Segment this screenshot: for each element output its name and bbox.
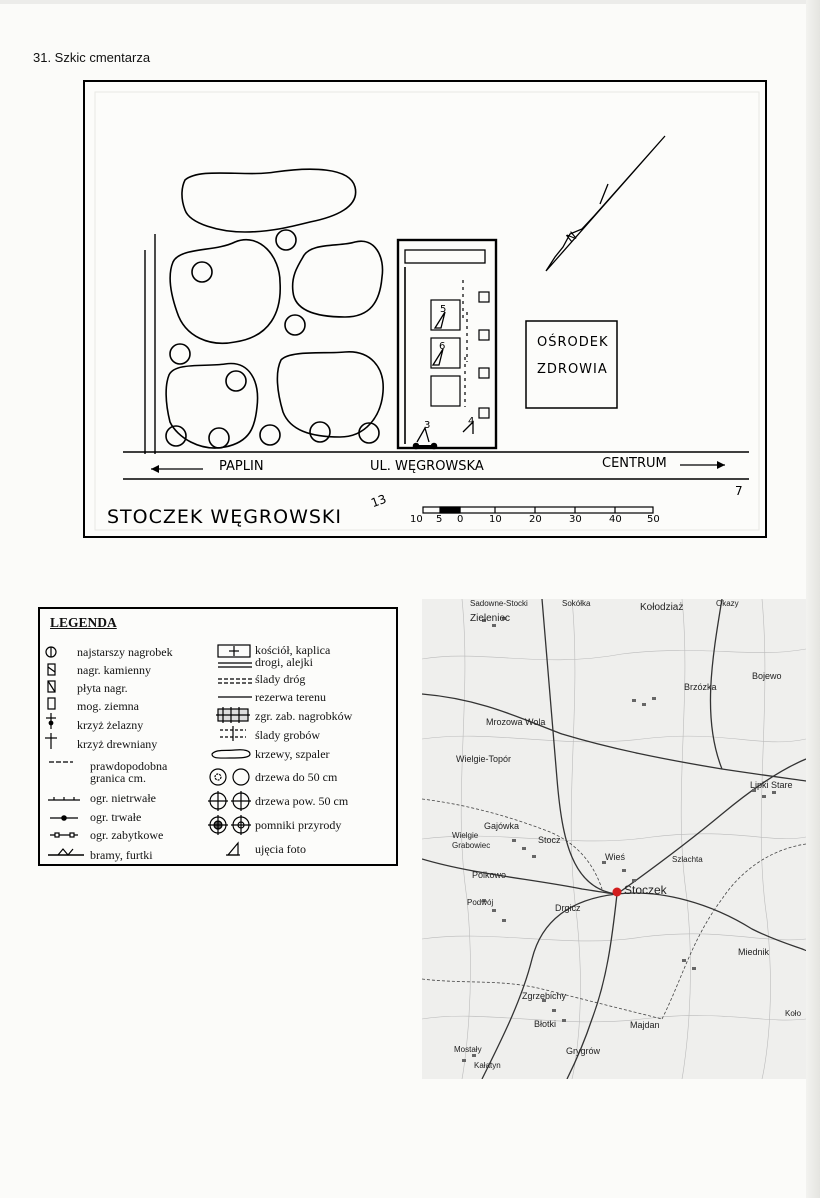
photo-mark-label: 7: [735, 484, 743, 498]
gate-icon: [48, 849, 84, 855]
map-place-label: Brzózka: [684, 682, 717, 692]
direction-left-label: PAPLIN: [219, 459, 264, 474]
map-place-label: Bojewo: [752, 671, 782, 681]
legend-item: drogi, alejki: [255, 655, 313, 669]
oldest-grave-icon: [46, 647, 56, 657]
natural-monument-icon: [208, 815, 251, 835]
map-place-label: Zgrzebichy: [522, 991, 567, 1001]
page-edge-shadow: [806, 0, 820, 1198]
photo-mark-label: 4: [468, 416, 475, 427]
road-traces-icon: [218, 679, 252, 683]
map-place-label: Błotki: [534, 1019, 557, 1029]
iron-cross-icon: [46, 713, 56, 729]
map-place-label: Stocz: [538, 835, 561, 845]
map-place-label: Okazy: [716, 599, 739, 608]
shrub-group-1: [182, 169, 356, 232]
permanent-fence-icon: [50, 816, 78, 820]
shrub-group-3: [293, 241, 383, 317]
historic-fence-icon: [50, 833, 78, 837]
map-place-label: Sadowne-Stocki: [470, 599, 528, 608]
earth-grave-icon: [48, 698, 55, 709]
legend-item: krzewy, szpaler: [255, 747, 330, 761]
map-drawing: [422, 599, 806, 1079]
legend-item: ślady dróg: [255, 672, 306, 686]
scale-tick-label: 50: [647, 514, 660, 525]
legend-item: prawdopodobna: [90, 759, 168, 773]
tree-circles: [166, 230, 379, 448]
map-place-label: Grygrów: [566, 1046, 601, 1056]
legend-item: krzyż żelazny: [77, 718, 144, 732]
map-place-label: Zieleniec: [470, 613, 511, 624]
legend-item: zgr. zab. nagrobków: [255, 709, 353, 723]
street-label: UL. WĘGROWSKA: [370, 459, 484, 474]
legend-title: LEGENDA: [50, 615, 117, 630]
legend-item: rezerwa terenu: [255, 690, 326, 704]
church-outline: [398, 240, 496, 448]
scale-tick-label: 10: [489, 514, 502, 525]
legend-item: mog. ziemna: [77, 699, 139, 713]
map-place-label: Polkowo: [472, 870, 507, 880]
roads-icon: [218, 663, 252, 667]
scale-tick-label: 10: [410, 514, 423, 525]
legend-item: kościół, kaplica: [255, 643, 331, 657]
photo-point-icon: [226, 843, 240, 855]
stone-grave-icon: [48, 664, 55, 675]
scale-tick-label: 0: [457, 514, 464, 525]
map-place-label: Grabowiec: [452, 841, 491, 850]
town-label: STOCZEK WĘGROWSKI: [107, 506, 342, 528]
health-centre-label-1: OŚRODEK: [537, 335, 609, 350]
grave-slab-icon: [48, 681, 55, 692]
legend-item: ślady grobów: [255, 728, 320, 742]
map-place-label: Gajówka: [484, 821, 520, 831]
legend-box: [38, 607, 398, 866]
legend-item: ujęcia foto: [255, 842, 306, 856]
health-centre-label-2: ZDROWIA: [537, 362, 608, 377]
map-place-label: Miednik: [738, 947, 770, 957]
church-icon: [218, 645, 250, 657]
legend-item: bramy, furtki: [90, 848, 153, 862]
map-place-label: Szlachta: [672, 855, 703, 864]
shrub-group-4: [166, 364, 257, 448]
grave-traces-icon: [220, 726, 246, 741]
legend-item: nagr. kamienny: [77, 663, 151, 677]
legend-item: drzewa pow. 50 cm: [255, 794, 349, 808]
legend-item: płyta nagr.: [77, 681, 128, 695]
legend-item: ogr. trwałe: [90, 810, 142, 824]
map-place-label: Mrozowa Wola: [486, 717, 546, 727]
photo-mark-label: 3: [424, 420, 431, 431]
north-arrow-icon: [546, 136, 665, 271]
scale-tick-label: 20: [529, 514, 542, 525]
shrub-group-5: [277, 352, 383, 437]
north-label: N: [563, 228, 580, 246]
legend-item: pomniki przyrody: [255, 818, 342, 832]
map-place-label: Podwój: [467, 898, 494, 907]
direction-right-label: CENTRUM: [602, 456, 667, 471]
map-place-label: Kałatyn: [474, 1061, 501, 1070]
legend-item: najstarszy nagrobek: [77, 645, 173, 659]
location-map: [422, 599, 806, 1079]
small-tree-icon: [210, 769, 249, 785]
map-place-label: Majdan: [630, 1020, 660, 1030]
map-place-label: Mostały: [454, 1045, 482, 1054]
page-heading: 31. Szkic cmentarza: [33, 50, 151, 65]
scale-tick-label: 30: [569, 514, 582, 525]
location-marker-icon: [613, 888, 622, 897]
scale-tick-label: 5: [436, 514, 443, 525]
cemetery-sketch: [83, 80, 767, 538]
scale-tick-label: 40: [609, 514, 622, 525]
legend-item: ogr. nietrwałe: [90, 791, 156, 805]
legend-item: ogr. zabytkowe: [90, 828, 164, 842]
map-place-label: Sokółka: [562, 599, 591, 608]
top-edge: [0, 0, 820, 4]
large-tree-icon: [208, 791, 251, 811]
photo-mark-label: 13: [369, 491, 389, 511]
map-place-label: Kołodziaż: [640, 602, 684, 613]
map-place-label: Drgicz: [555, 903, 581, 913]
map-place-label: Stoczek: [624, 883, 667, 897]
legend-item: krzyż drewniany: [77, 737, 158, 751]
photo-mark-label: 5: [440, 304, 447, 315]
legend-item: drzewa do 50 cm: [255, 770, 338, 784]
map-place-label: Wieś: [605, 852, 625, 862]
historic-graves-group-icon: [216, 707, 250, 723]
photo-mark-label: 6: [439, 341, 446, 352]
shrubs-icon: [212, 750, 250, 758]
temporary-fence-icon: [48, 797, 80, 800]
legend-item: granica cm.: [90, 771, 146, 785]
map-place-label: Koło: [785, 1009, 802, 1018]
shrub-group-2: [170, 240, 280, 344]
map-place-label: Wielgie-Topór: [456, 754, 512, 764]
scale-bar: [423, 507, 653, 513]
map-place-label: Wielgie: [452, 831, 479, 840]
map-place-label: Lipki Stare: [750, 780, 793, 790]
wooden-cross-icon: [45, 733, 57, 749]
